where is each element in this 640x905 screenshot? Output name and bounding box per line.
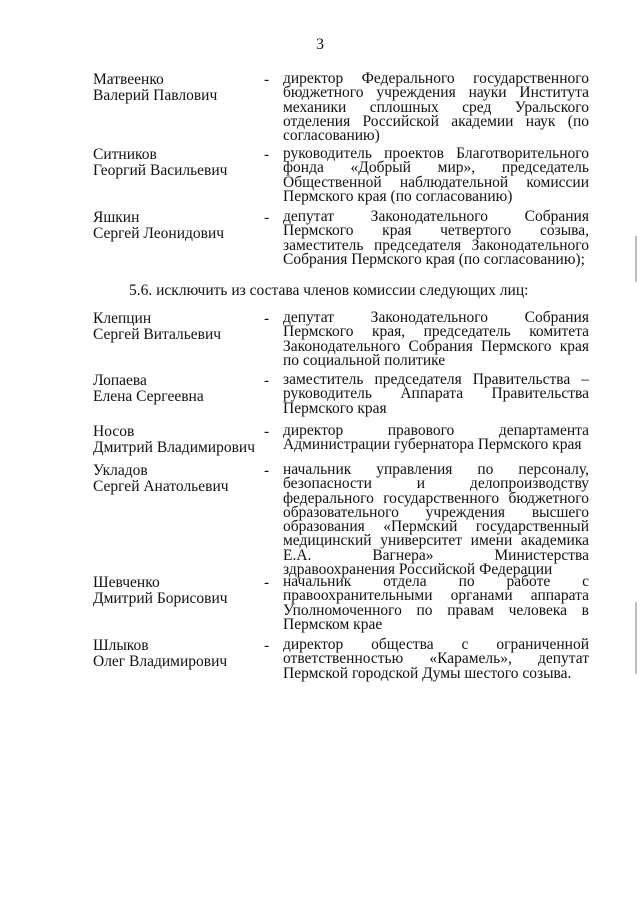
member-position: начальник отдела по работе с правоохранительными органами аппарата Уполномоченного по правам человека в Пермском крае — [283, 573, 589, 633]
member-surname: Лопаева — [93, 372, 147, 389]
member-position: директор Федерального государственного бюджетного учреждения науки Института механики сплошных сред Уральского отделения Российской академии наук (по согласованию) — [283, 70, 589, 145]
member-name — [93, 210, 258, 242]
member-given-names: Елена Сергеевна — [93, 388, 204, 405]
member-given-names: Сергей Леонидович — [93, 225, 225, 242]
member-name — [93, 424, 258, 456]
member-given-names: Дмитрий Борисович — [93, 590, 228, 607]
member-given-names: Сергей Анатольевич — [93, 478, 229, 495]
member-surname: Укладов — [93, 462, 148, 479]
member-name — [93, 638, 258, 670]
member-surname: Шевченко — [93, 574, 160, 591]
scan-margin-mark — [635, 236, 637, 282]
entry-dash: - — [264, 310, 270, 327]
entry-dash: - — [264, 372, 270, 389]
member-position: директор общества с ограниченной ответственностью «Карамель», депутат Пермской городской Думы шестого созыва. — [283, 636, 589, 682]
member-position: заместитель председателя Правительства – руководитель Аппарата Правительства Пермского края — [283, 371, 589, 417]
member-position: начальник управления по персоналу, безопасности и делопроизводству федерального государственного бюджетного образовательного учреждения высшего образования «Пермский государственный медицинский университет имени академика Е.А. Вагнера» Министерства здравоохранения Российской Федерации — [283, 461, 589, 579]
member-name — [93, 147, 258, 179]
member-surname: Ситников — [93, 146, 157, 163]
member-name — [93, 72, 258, 104]
section-heading: 5.6. исключить из состава членов комиссии следующих лиц: — [129, 282, 529, 299]
member-surname: Шлыков — [93, 637, 149, 654]
member-surname: Яшкин — [93, 209, 140, 226]
member-position: депутат Законодательного Собрания Пермского края, председатель комитета Законодательного Собрания Пермского края по социальной политике — [283, 309, 589, 369]
member-surname: Носов — [93, 423, 135, 440]
member-given-names: Сергей Витальевич — [93, 326, 222, 343]
member-surname: Матвеенко — [93, 71, 164, 88]
entry-dash: - — [264, 146, 270, 163]
member-given-names: Валерий Павлович — [93, 87, 218, 104]
member-name — [93, 373, 258, 405]
member-position: руководитель проектов Благотворительного фонда «Добрый мир», председатель Общественной наблюдательной комиссии Пермского края (по согласованию) — [283, 145, 589, 205]
member-name — [93, 575, 258, 607]
member-given-names: Олег Владимирович — [93, 653, 228, 670]
entry-dash: - — [264, 209, 270, 226]
member-position: директор правового департамента Администрации губернатора Пермского края — [283, 422, 589, 454]
member-position: депутат Законодательного Собрания Пермского края четвертого созыва, заместитель председателя Законодательного Собрания Пермского края (по согласованию); — [283, 208, 589, 268]
member-name — [93, 463, 258, 495]
member-surname: Клепцин — [93, 310, 152, 327]
entry-dash: - — [264, 423, 270, 440]
entry-dash: - — [264, 71, 270, 88]
member-given-names: Дмитрий Владимирович — [93, 439, 256, 456]
entry-dash: - — [264, 637, 270, 654]
entry-dash: - — [264, 462, 270, 479]
page-number: 3 — [316, 36, 324, 53]
scan-margin-mark — [635, 602, 637, 674]
entry-dash: - — [264, 574, 270, 591]
member-name — [93, 311, 258, 343]
member-given-names: Георгий Васильевич — [93, 162, 228, 179]
